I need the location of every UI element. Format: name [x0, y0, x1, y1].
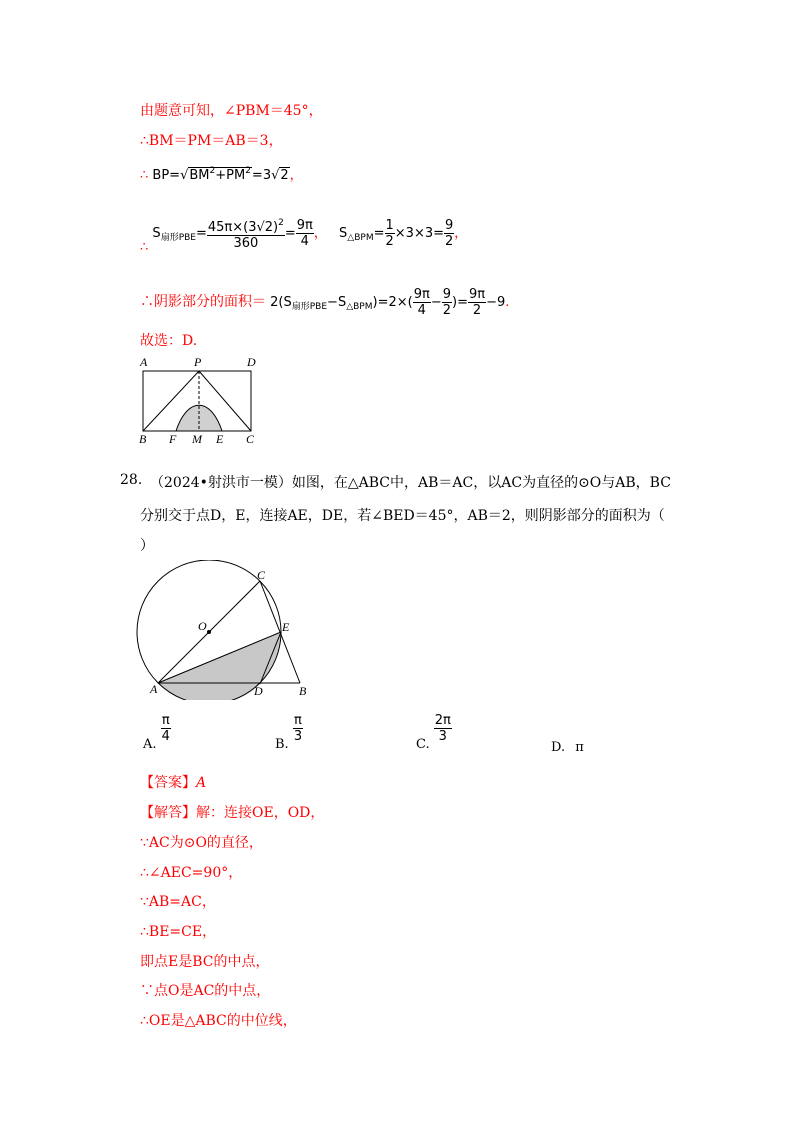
triangle-area-formula: $S_{\triangle BPM}=$ $\frac{1}{2}$ ×3×3= $\frac{9}{2}$ ， — [339, 218, 468, 249]
label-A: A — [140, 355, 148, 369]
label-O: O — [198, 619, 207, 633]
option-d-label: D. — [551, 740, 566, 755]
question-number: 28. — [120, 472, 143, 488]
option-b[interactable] — [275, 713, 303, 752]
solution-line-5 — [140, 287, 509, 318]
analysis-intro: 解：连接OE，OD， — [196, 805, 325, 821]
label-P: P — [194, 355, 202, 369]
answer-line — [140, 772, 206, 792]
option-b-label: B. — [275, 737, 289, 752]
analysis-step-1: ∵AC为⊙O的直径， — [140, 835, 263, 851]
shaded-area-formula: $2(S_{扇形PBE}-S_{\triangle BPM})=2\times$( $\frac{9\pi}{4}$ − $\frac{9}{2}$ )= $\frac{9\pi}{2}$ −9 — [270, 287, 506, 318]
option-b-fraction: $\frac{\pi}{3}$ — [293, 713, 303, 744]
analysis-step-2: ∴∠AEC=90°， — [140, 865, 243, 881]
option-a-fraction: $\frac{\pi}{4}$ — [161, 713, 170, 744]
center-point-o — [207, 630, 211, 634]
analysis-step-4: ∴BE=CE， — [140, 924, 217, 940]
solution-line-2: ∴BM＝PM＝AB＝3， — [140, 133, 283, 149]
choice-line: 故选：D. — [140, 333, 198, 349]
analysis-step-6: ∵点O是AC的中点， — [140, 983, 271, 999]
option-a-label: A. — [143, 737, 157, 752]
therefore-symbol: ∴ — [140, 168, 149, 183]
option-c-fraction: $\frac{2\pi}{3}$ — [434, 713, 451, 744]
analysis-tag: 【解答】 — [140, 805, 196, 821]
analysis-step-7: ∴OE是△ABC的中位线， — [140, 1013, 297, 1029]
question-line-1: （2024•射洪市一模）如图，在△ABC中，AB＝AC，以AC为直径的⊙O与AB，BC — [150, 475, 671, 491]
solution-line-4 — [140, 216, 467, 255]
label-M: M — [192, 432, 202, 446]
solution-line-3: ∴ $BP=√BM^2+PM^2=3√2$， — [140, 166, 303, 183]
question-line-3: ） — [140, 538, 154, 554]
option-d[interactable] — [551, 740, 584, 755]
answer-value: A — [196, 775, 207, 791]
rectangle-sector-figure — [136, 352, 266, 447]
label-A: A — [150, 682, 158, 696]
shaded-area-label: ∴阴影部分的面积＝ — [140, 294, 266, 310]
label-C: C — [246, 432, 255, 446]
option-c-label: C. — [416, 737, 430, 752]
analysis-line — [140, 802, 324, 822]
option-c[interactable] — [416, 713, 452, 752]
label-E: E — [216, 432, 224, 446]
option-a[interactable] — [143, 713, 171, 752]
label-B: B — [299, 684, 307, 698]
solution-line-1: 由题意可知，∠PBM＝45°， — [140, 103, 323, 119]
analysis-step-3: ∵AB=AC， — [140, 894, 216, 910]
label-B: B — [139, 432, 147, 446]
analysis-step-5: 即点E是BC的中点， — [140, 954, 270, 970]
circle-triangle-figure — [136, 560, 326, 700]
period: . — [505, 295, 510, 310]
option-d-value: π — [575, 740, 584, 755]
question-line-2: 分别交于点D，E，连接AE，DE，若∠BED＝45°，AB＝2，则阴影部分的面积为（ — [140, 508, 665, 524]
label-D: D — [247, 355, 256, 369]
label-C: C — [257, 568, 266, 582]
sector-area-formula: $S_{扇形PBE}=$ $\frac{45\pi\times(3√2)^2}{360}$ = $\frac{9\pi}{4}$ ， — [152, 218, 327, 251]
label-D: D — [254, 684, 263, 698]
bp-formula: $BP=√BM^2+PM^2=3√2$ — [152, 166, 289, 183]
therefore-symbol-2: ∴ — [140, 240, 149, 255]
label-E: E — [282, 620, 290, 634]
answer-tag: 【答案】 — [140, 775, 196, 791]
label-F: F — [169, 432, 177, 446]
